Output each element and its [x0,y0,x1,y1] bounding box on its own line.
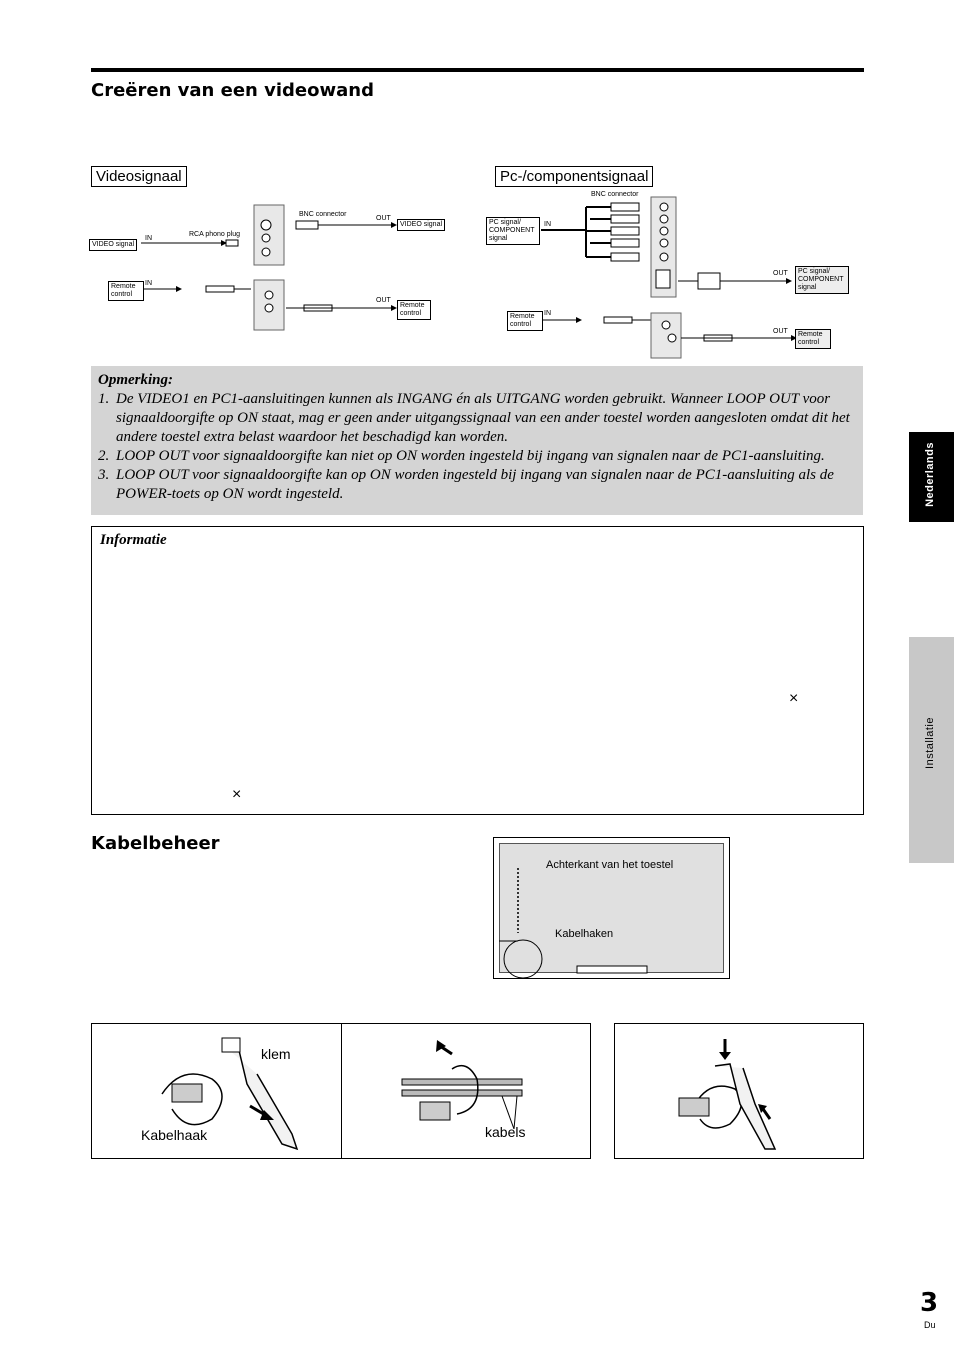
note-box [91,366,863,515]
times-symbol: × [789,690,799,707]
language-tab-label: Nederlands [924,442,936,507]
page-number: 3 [920,1288,939,1318]
video-signal-out-box: VIDEO signal [397,219,445,231]
pc-bnc-label: BNC connector [591,191,639,198]
rear-label: Achterkant van het toestel [546,859,674,871]
language-tab [909,432,954,522]
note-item: 3. LOOP OUT voor signaaldoorgifte kan op ON worden ingesteld bij ingang van signalen naar de PC1-aansluiting als de POWER-toets op ON wordt ingesteld. [98,467,834,502]
note-item: 1. De VIDEO1 en PC1-aansluitingen kunnen als INGANG én als UITGANG worden gebruikt. Wanneer LOOP OUT voor signaaldoorgifte op ON staat, mag er geen ander uitgangssignaal van een ander toestel worden aangesloten omdat dit het andere toestel extra belast waardoor het beschadigd kan worden. [98,391,850,445]
video-remote-in-label: IN [145,280,152,287]
pc-remote-out-box: Remote control [795,329,831,349]
pc-out-label: OUT [773,270,788,277]
pc-in-label: IN [544,221,551,228]
video-remote-out-label: OUT [376,297,391,304]
top-rule [91,68,864,72]
pc-remote-in-box: Remote control [507,311,543,331]
video-in-label: IN [145,235,152,242]
info-title: Informatie [100,532,167,548]
times-symbol: × [232,786,242,803]
note-title: Opmerking: [98,372,173,388]
cable-step-final-panel [614,1023,864,1159]
video-signal-in-box: VIDEO signal [89,239,137,251]
video-signal-label: Videosignaal [91,166,187,187]
cable-tie-illustration [92,1024,341,1158]
pc-signal-in-box: PC signal/ COMPONENT signal [486,217,540,245]
pc-component-label: Pc-/componentsignaal [495,166,653,187]
section-title-cable-management: Kabelbeheer [91,833,220,854]
cable-steps-panel [91,1023,591,1159]
info-box [91,526,864,815]
pc-signal-out-box: PC signal/ COMPONENT signal [795,266,849,294]
language-code: Du [924,1320,936,1330]
section-title-videowall: Creëren van een videowand [91,80,374,101]
section-tab-label: Installatie [924,717,936,769]
section-tab [909,637,954,863]
video-bnc-label: BNC connector [299,211,347,218]
hooks-label: Kabelhaken [555,928,614,940]
note-list [91,390,859,504]
video-remote-out-box: Remote control [397,300,431,320]
cables-illustration [342,1024,590,1158]
note-item: 2. LOOP OUT voor signaaldoorgifte kan niet op ON worden ingesteld bij ingang van signalen naar de PC1-aansluiting. [98,448,825,464]
rca-plug-label: RCA phono plug [189,231,240,238]
hook-label: Kabelhaak [141,1127,208,1143]
pc-remote-in-label: IN [544,310,551,317]
clamp-label: klem [261,1046,291,1062]
rear-view-illustration [493,837,730,979]
pc-remote-out-label: OUT [773,328,788,335]
video-out-label: OUT [376,215,391,222]
cables-label: kabels [485,1124,526,1140]
fastened-cable-illustration [615,1024,863,1158]
video-remote-in-box: Remote control [108,281,144,301]
